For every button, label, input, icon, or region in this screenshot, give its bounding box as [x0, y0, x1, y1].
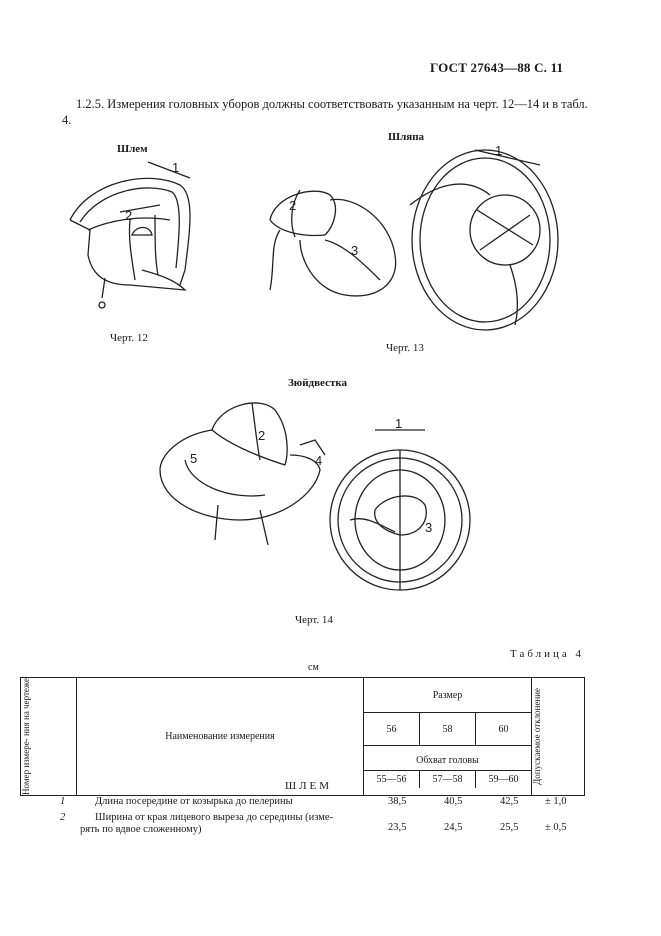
- size-60: 60: [476, 713, 532, 746]
- helmet-caption: Черт. 12: [110, 332, 148, 344]
- hat-side-drawing: [265, 185, 405, 325]
- helmet-label-1: 1: [172, 160, 180, 175]
- souwester-top-drawing: [325, 416, 475, 610]
- souwester-caption: Черт. 14: [295, 614, 333, 626]
- head-range-2: 57—58: [420, 771, 476, 788]
- size-56: 56: [364, 713, 420, 746]
- col-size-header: Размер: [364, 678, 532, 713]
- measurement-table: [20, 677, 585, 796]
- svg-text:3: 3: [351, 243, 359, 258]
- hat-caption: Черт. 13: [386, 342, 424, 354]
- svg-text:5: 5: [190, 451, 198, 466]
- svg-text:1: 1: [395, 416, 403, 431]
- col-tolerance-header: Допускаемое отклонение: [532, 688, 542, 785]
- head-range-3: 59—60: [488, 774, 519, 786]
- head-range-1: 55—56: [364, 771, 420, 788]
- table-unit: см: [308, 662, 319, 673]
- svg-text:1: 1: [495, 143, 503, 158]
- helmet-title: Шлем: [117, 143, 148, 155]
- intro-paragraph: 1.2.5. Измерения головных уборов должны соответствовать указанным на черт. 12—14 и в табл. 4.: [62, 97, 588, 127]
- col-number-header: Номер измере- ния на чертеже: [21, 678, 31, 795]
- svg-text:3: 3: [425, 520, 433, 535]
- svg-text:2: 2: [289, 198, 297, 213]
- col-head-header: Обхват головы: [364, 752, 531, 771]
- helmet-drawing: [60, 150, 210, 320]
- souwester-side-drawing: [160, 395, 340, 585]
- size-58: 58: [420, 713, 476, 746]
- hat-title: Шляпа: [388, 131, 425, 143]
- svg-text:2: 2: [258, 428, 266, 443]
- helmet-label-2: 2: [125, 208, 133, 223]
- svg-text:4: 4: [315, 453, 323, 468]
- table-label: Таблица 4: [510, 648, 585, 660]
- hat-top-drawing: [405, 145, 555, 335]
- section-title: ШЛЕМ: [285, 780, 333, 792]
- page-header: ГОСТ 27643—88 С. 11: [430, 60, 564, 75]
- souwester-title: Зюйдвестка: [288, 377, 348, 389]
- col-name-header: Наименование измерения: [77, 678, 364, 796]
